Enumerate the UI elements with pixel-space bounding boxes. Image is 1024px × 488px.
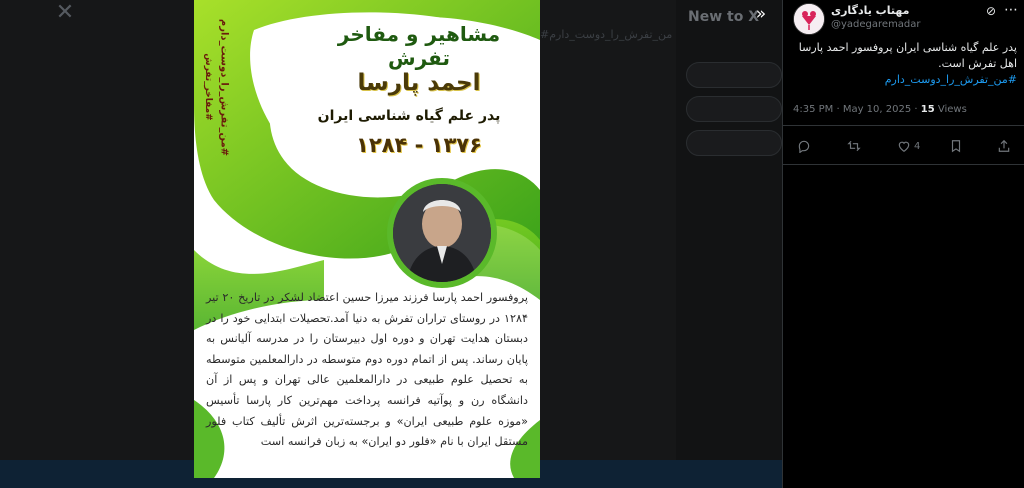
chevron-double-right-icon[interactable]: » <box>755 4 767 24</box>
background-create-account <box>686 130 782 156</box>
poster-biography: پروفسور احمد پارسا فرزند میرزا حسین اعتضاد لشکر در تاریخ ۲۰ تیر ۱۲۸۴ در روستای تراران تفرش به دنیا آمد.تحصیلات ابتدایی خود را در دبستان هدایت تهران و دوره اول دبیرستان را در مدرسه آلیانس به پایان رساند. پس از اتمام دوره دوم متوسطه در دارالمعلمین متوسطه به تحصیل علوم طبیعی در دارالمعلمین عالی تهران و پس از آن دانشگاه رن و پوآتیه فرانسه پرداخت مهم‌ترین کار پارسا تأسیس «موزه علوم طبیعی ایران» و برجسته‌ترین اثرش تألیف کتاب فلور مستقل ایران با نام «فلور دو ایران» به زبان فرانسه است <box>206 291 528 449</box>
tweet-panel <box>782 0 1024 488</box>
poster-name: احمد پارسا <box>357 70 481 96</box>
avatar[interactable] <box>793 3 825 35</box>
like-button[interactable] <box>897 133 920 159</box>
poster-vertical-line-1: #من_تفرش_را_دوست_دارم <box>218 18 230 157</box>
portrait-photo <box>387 178 497 288</box>
tweet-timestamp[interactable]: 4:35 PM · May 10, 2025 · <box>793 104 921 115</box>
views-count: 15 <box>920 104 935 115</box>
poster-subtitle: پدر علم گیاه شناسی ایران <box>317 108 501 124</box>
like-count: 4 <box>914 141 921 152</box>
background-signup-apple <box>686 96 782 122</box>
tweet-image[interactable] <box>194 0 540 478</box>
heart-icon <box>897 139 911 153</box>
display-name[interactable]: مهتاب یادگاری <box>831 4 910 17</box>
poster-years: ۱۳۷۶ - ۱۲۸۴ <box>356 133 482 157</box>
hashtag-link[interactable]: #من_تفرش_را_دوست_دارم <box>884 73 1017 86</box>
views-label: Views <box>934 104 967 115</box>
avatar-image <box>794 4 824 34</box>
tweet-meta <box>793 104 967 115</box>
background-hashtag: #من_تفرش_را_دوست_دارم <box>540 28 673 41</box>
reply-icon[interactable] <box>797 133 811 159</box>
tweet-body: پدر علم گیاه شناسی ایران پروفسور احمد پارسا اهل تفرش است. <box>798 41 1017 70</box>
background-sidebar-title: New to X <box>688 9 759 25</box>
tweet-actions <box>783 133 1024 159</box>
repost-icon[interactable] <box>847 133 861 159</box>
tweet-text <box>793 40 1017 88</box>
background-signup-google <box>686 62 782 88</box>
poster-title: مشاهیر و مفاخر تفرش <box>337 22 501 70</box>
divider-bottom <box>783 164 1024 165</box>
close-icon[interactable]: ✕ <box>55 0 75 25</box>
poster-vertical-hashtags <box>203 18 240 178</box>
poster-vertical-line-2: #مفاخر_تفرش <box>203 53 213 121</box>
divider-top <box>783 125 1024 126</box>
more-options-icon[interactable]: ⋯ <box>1004 2 1018 18</box>
user-handle[interactable]: @yadegaremadar <box>831 19 921 30</box>
grok-icon[interactable]: ⊘ <box>985 4 997 18</box>
portrait-figure <box>393 184 491 282</box>
share-icon[interactable] <box>997 133 1011 159</box>
bookmark-icon[interactable] <box>949 133 963 159</box>
